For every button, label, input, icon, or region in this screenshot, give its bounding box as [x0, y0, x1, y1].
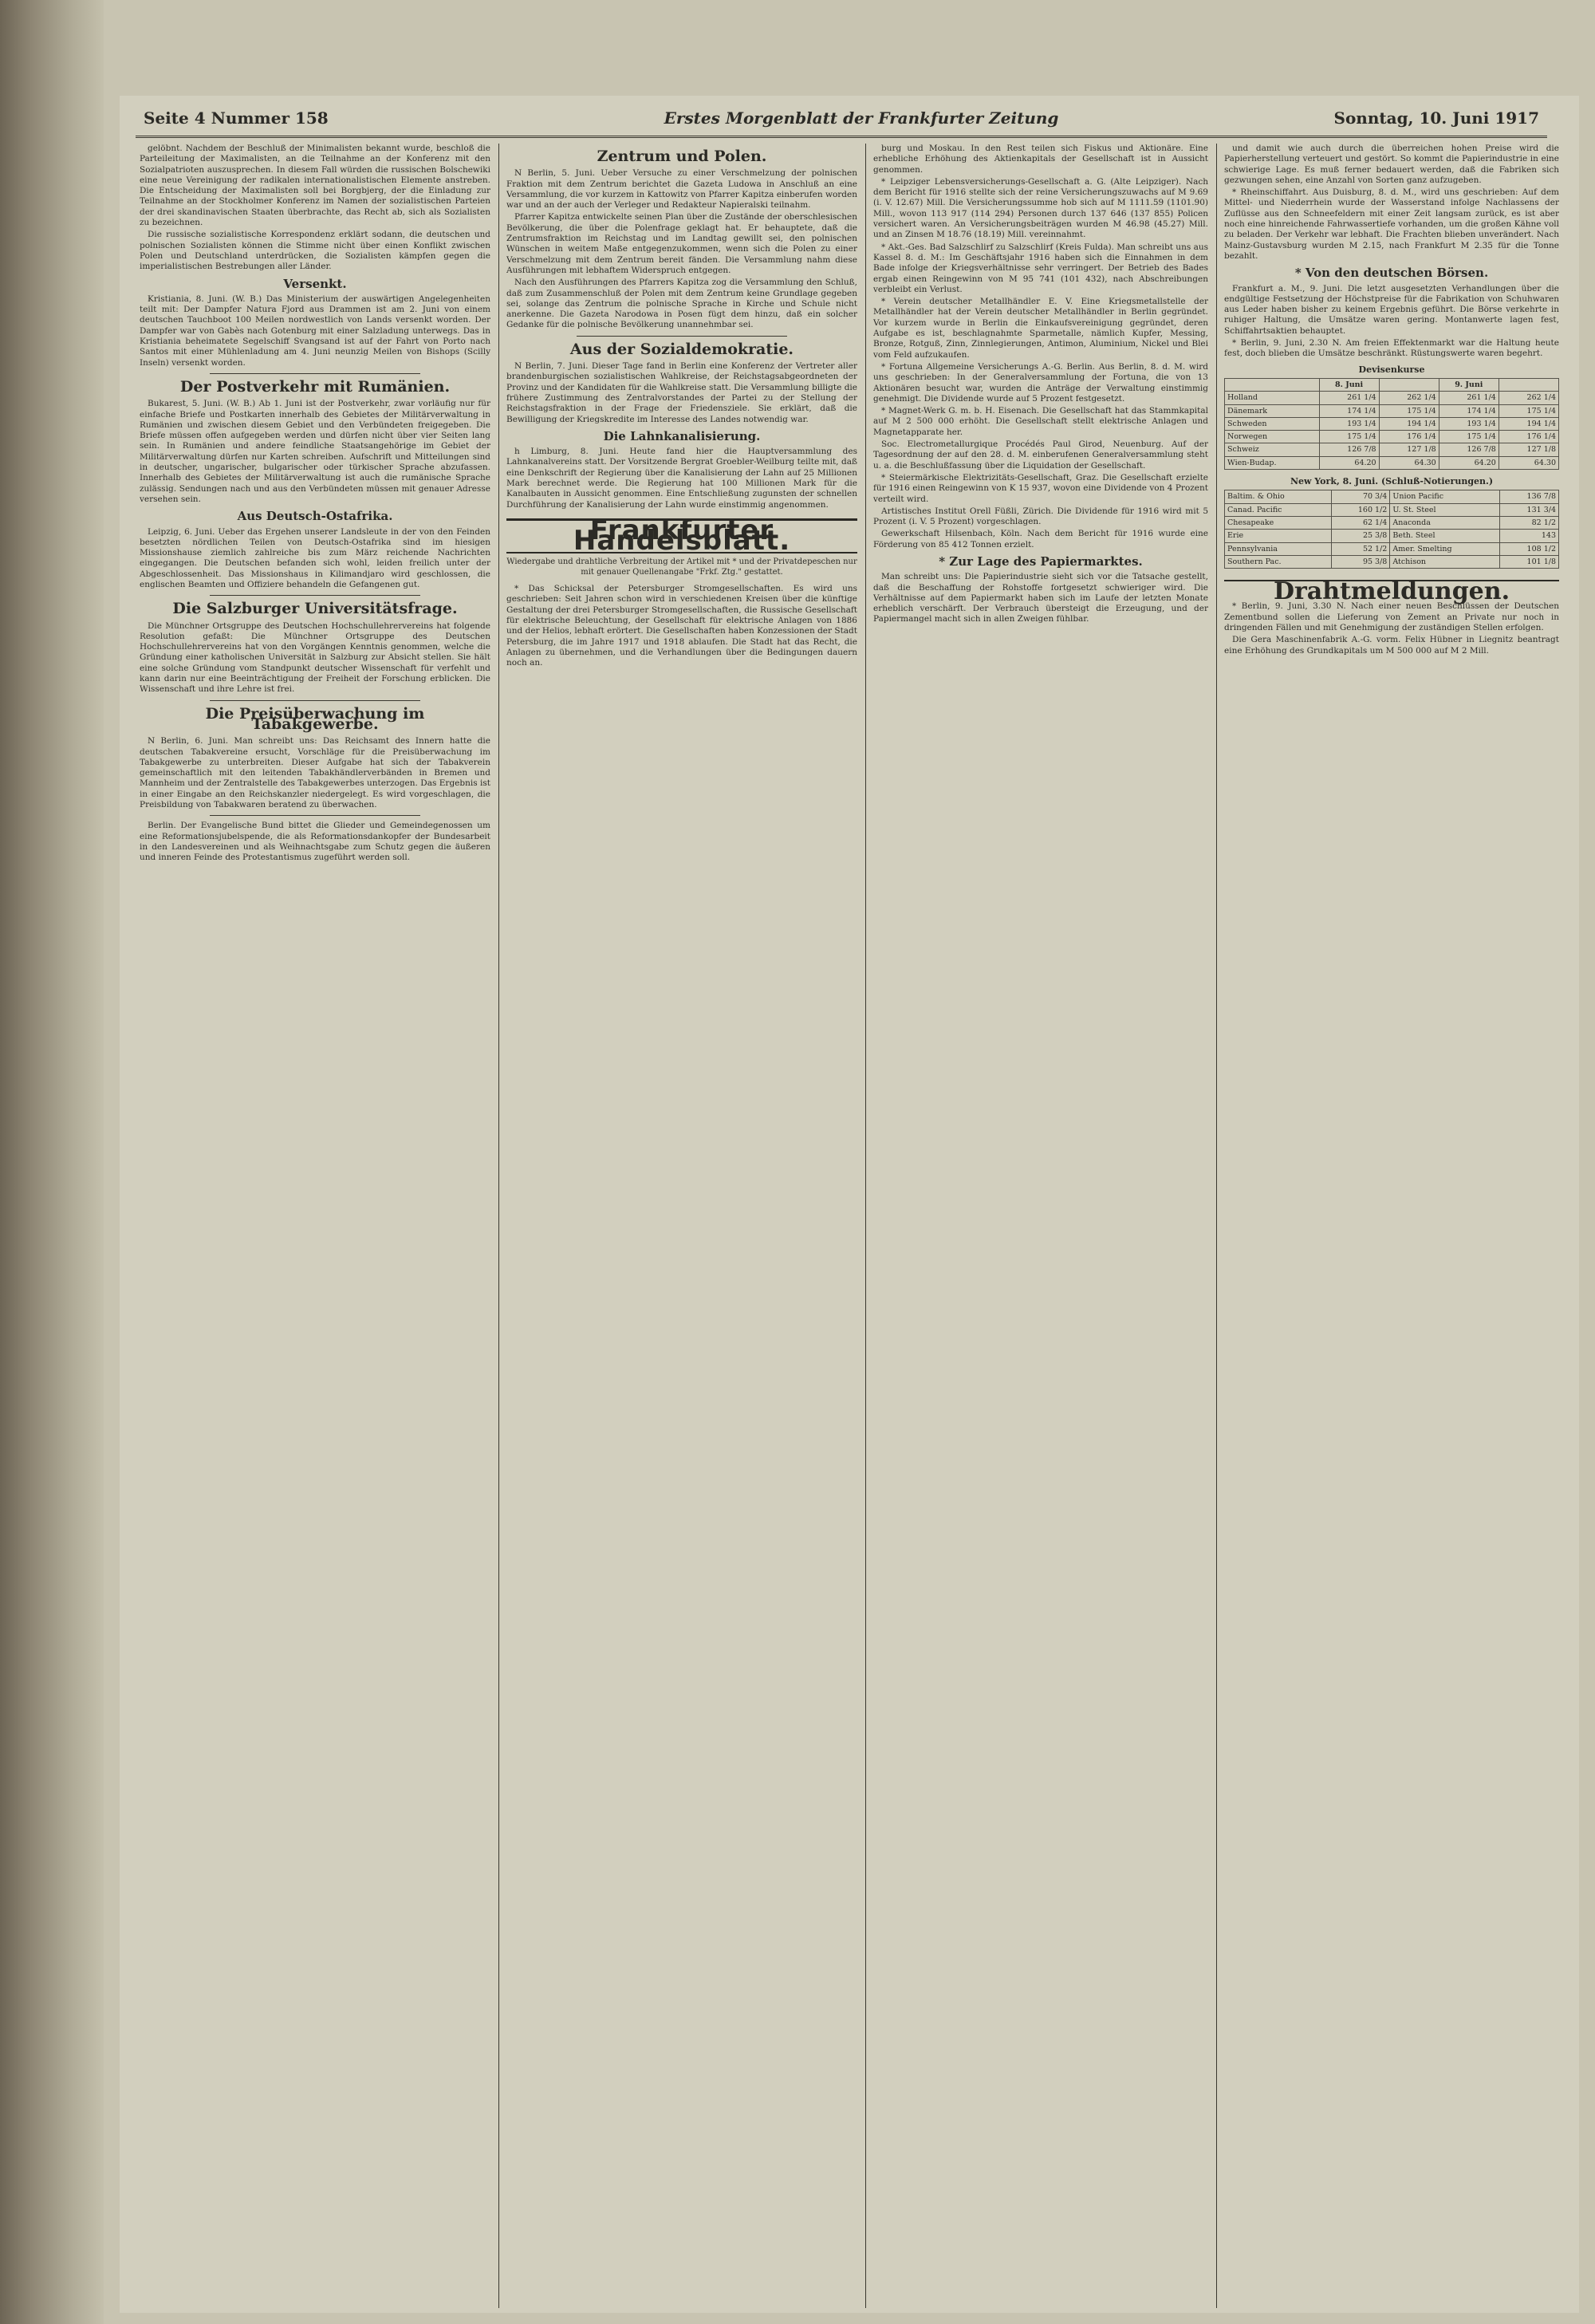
column-rule — [1216, 144, 1217, 2308]
article-text: Leipzig, 6. Juni. Ueber das Ergehen unserer Landsleute in der von den Feinden besetzten nördlichen Teilen von Deutsch-Ostafrika sind im hiesigen Missionshause ziemlich zahlreiche bis zum März reichende Nachrichten eingegangen. Die Deutschen befanden sich wohl, leiden freilich unter der Abgeschlossenheit. Das Missionshaus in Kilimandjaro wird geschlossen, die englischen Beamten und Offiziere behandeln die Gefangenen gut. — [140, 526, 490, 589]
table-cell: 175 1/4 — [1379, 404, 1439, 417]
table-cell: Canad. Pacific — [1225, 503, 1332, 516]
article-heading: Die Preisüberwachung im Tabakgewerbe. — [205, 704, 425, 733]
table-cell: 160 1/2 — [1331, 503, 1390, 516]
article-text: * Rheinschiffahrt. Aus Duisburg, 8. d. M., wird uns geschrieben: Auf dem Mittel- und Niederrhein wurde der Wasserstand infolge Nachlassens der Zuflüsse aus den Schneefeldern mit einer Zeit langsam zurück, es ist aber noch eine hinreichende Fahrwassertiefe vorhanden, um die großen Kähne voll zu beladen. Der Verkehr war lebhaft. Die Frachten blieben unverändert. Nach Mainz-Gustavsburg wurden M 2.15, nach Frankfurt M 2.35 für die Tonne bezahlt. — [1224, 187, 1559, 261]
table-cell: 175 1/4 — [1319, 431, 1379, 443]
table-cell: Schweden — [1225, 417, 1320, 430]
article-heading: Die Salzburger Universitätsfrage. — [172, 600, 458, 618]
table-cell: 175 1/4 — [1499, 404, 1558, 417]
table-row — [1225, 516, 1559, 529]
article-text: * Magnet-Werk G. m. b. H. Eisenach. Die Gesellschaft hat das Stammkapital auf M 2 500 000 erhöht. Die Gesellschaft stellt elektrische Anlagen und Magnetapparate her. — [873, 406, 1208, 437]
column-rule — [865, 144, 866, 2308]
newspaper-title: Erstes Morgenblatt der Frankfurter Zeitung — [664, 108, 1059, 128]
table-cell: 174 1/4 — [1319, 404, 1379, 417]
article-text: Man schreibt uns: Die Papierindustrie sieht sich vor die Tatsache gestellt, daß die Beschaffung der Rohstoffe fortgesetzt schwieriger wird. Die Verhältnisse auf dem Papiermarkt haben sich im Laufe der letzten Monate erheblich verschärft. Der Verbrauch übersteigt die Erzeugung, und der Papiermangel macht sich in allen Zweigen fühlbar. — [873, 572, 1208, 624]
table-cell: 176 1/4 — [1379, 431, 1439, 443]
page-number: Seite 4 Nummer 158 — [144, 108, 329, 128]
article-text: * Leipziger Lebensversicherungs-Gesellschaft a. G. (Alte Leipziger). Nach dem Bericht für 1916 stellte sich der reine Versicherungszuwachs auf M 9.69 (i. V. 12.67) Mill. Die Versicherungssumme hob sich auf M 1111.59 (1101.90) Mill., wovon 113 917 (114 294) Personen durch 137 646 (137 855) Policen versichert waren. An Versicherungsbeiträgen wurden M 46.98 (45.27) Mill. und an Zinsen M 18.76 (18.19) Mill. vereinnahmt. — [873, 176, 1208, 240]
article-text: * Steiermärkische Elektrizitäts-Gesellschaft, Graz. Die Gesellschaft erzielte für 1916 einen Reingewinn von K 15 937, wovon eine Dividende von 4 Prozent verteilt wird. — [873, 472, 1208, 504]
table-cell: 62 1/4 — [1331, 516, 1390, 529]
table-cell: Anaconda — [1390, 516, 1500, 529]
article-heading: Der Postverkehr mit Rumänien. — [179, 377, 451, 396]
table-cell: Holland — [1225, 392, 1320, 404]
article-heading: Versenkt. — [283, 276, 347, 291]
article-text: Nach den Ausführungen des Pfarrers Kapitza zog die Versammlung den Schluß, daß zum Zusammenschluß der Polen mit dem Zentrum keine Grundlage gegeben sei, solange das Zentrum die polnische Sprache in Kirche und Schule nicht anerkenne. Die Gazeta Narodowa in Posen fügt dem hinzu, daß ein solcher Gedanke für die polnische Bevölkerung unannehmbar sei. — [506, 278, 857, 330]
masthead — [136, 104, 1547, 138]
table-cell: Beth. Steel — [1390, 530, 1500, 542]
article-text: Gewerkschaft Hilsenbach, Köln. Nach dem Bericht für 1916 wurde eine Förderung von 85 412 Tonnen erzielt. — [873, 529, 1208, 549]
exchange-rate-table — [1224, 378, 1559, 470]
table-cell: 108 1/2 — [1500, 542, 1559, 555]
table-cell: 101 1/8 — [1500, 555, 1559, 568]
column-2 — [506, 144, 857, 2308]
table-cell: 194 1/4 — [1499, 417, 1558, 430]
table-cell: 143 — [1500, 530, 1559, 542]
table-cell: 52 1/2 — [1331, 542, 1390, 555]
table-row — [1225, 503, 1559, 516]
book-binding — [0, 0, 104, 2324]
article-heading: * Zur Lage des Papiermarktes. — [939, 553, 1143, 569]
table-cell: 64.30 — [1379, 456, 1439, 469]
table-cell: 176 1/4 — [1499, 431, 1558, 443]
section-title-handelsblatt: Frankfurter Handelsblatt. — [506, 518, 857, 553]
article-text: Pfarrer Kapitza entwickelte seinen Plan über die Zustände der oberschlesischen Bevölkerung, die über die Polenfrage geklagt hat. Er behauptete, daß die Zentrumsfraktion im Reichstag und im Landtag gewillt sei, den polnischen Wünschen in weitem Maße entgegenzukommen, wenn sich die Polen zu einer Verschmelzung mit dem Zentrum bereit fänden. Die Versammlung nahm diese Ausführungen mit lebhaftem Widerspruch entgegen. — [506, 212, 857, 275]
table-cell: 126 7/8 — [1439, 443, 1499, 456]
table-title: New York, 8. Juni. (Schluß-Notierungen.) — [1290, 476, 1494, 487]
table-cell: 25 3/8 — [1331, 530, 1390, 542]
section-subtitle: Wiedergabe und drahtliche Verbreitung der Artikel mit * und der Privatdepeschen nur mit genauer Quellenangabe "Frkf. Ztg." gestattet. — [506, 557, 857, 577]
table-cell: 126 7/8 — [1319, 443, 1379, 456]
table-cell: 95 3/8 — [1331, 555, 1390, 568]
table-row — [1225, 443, 1559, 456]
table-cell: 70 3/4 — [1331, 490, 1390, 503]
article-text: Kristiania, 8. Juni. (W. B.) Das Ministerium der auswärtigen Angelegenheiten teilt mit: Der Dampfer Natura Fjord aus Drammen ist am 2. Juni von einem deutschen Tauchboot 100 Meilen nordwestlich von Lands versenkt worden. Der Dampfer war von Gabès nach Gotenburg mit einer Salzladung unterwegs. Das in Kristiania beheimatete Segelschiff Svangsand ist auf der Fahrt von Porto nach Santos mit einer Mühlenladung am 4. Juni neunzig Meilen von Bishops (Scilly Inseln) versenkt worden. — [140, 293, 490, 368]
article-text: Die Münchner Ortsgruppe des Deutschen Hochschullehrervereins hat folgende Resolution gefaßt: Die Münchner Ortsgruppe des Deutschen Hochschullehrervereins hat von den Vorgängen Kenntnis genommen, welche die Gründung einer katholischen Universität in Salzburg zur Absicht stellen. Sie hält eine solche Gründung vom Standpunkt deutscher Wissenschaft für verfehlt und kann darin nur eine Beeinträchtigung der Freiheit der Forschung erblicken. Die Wissenschaft und ihre Lehre ist frei. — [140, 620, 490, 695]
table-cell: 131 3/4 — [1500, 503, 1559, 516]
article-text: * Das Schicksal der Petersburger Stromgesellschaften. Es wird uns geschrieben: Seit Jahren schon wird in verschiedenen Kreisen über die künftige Gestaltung der drei Petersburger Stromgesellschaften, die Russische Gesellschaft für elektrische Beleuchtung, der Gesellschaft für elektrische Anlagen von 1886 und der Helios, lebhaft erörtert. Die Gesellschaften haben Konzessionen der Stadt Petersburg, die im Jahre 1917 und 1918 ablaufen. Die Stadt hat das Recht, die Anlagen zu übernehmen, und die Verhandlungen über die Bedingungen dauern noch an. — [506, 584, 857, 668]
article-text: Frankfurt a. M., 9. Juni. Die letzt ausgesetzten Verhandlungen über die endgültige Festsetzung der Höchstpreise für die Fabrikation von Schuhwaren aus Leder haben bisher zu keinem Ergebnis geführt. Die Börse verkehrte in ruhiger Haltung, die Umsätze waren gering. Montanwerte lagen fest, Schiffahrtsaktien behauptet. — [1224, 283, 1559, 336]
table-cell: Erie — [1225, 530, 1332, 542]
article-text: burg und Moskau. In den Rest teilen sich Fiskus und Aktionäre. Eine erhebliche Erhöhung des Aktienkapitals der Gesellschaft ist in Aussicht genommen. — [873, 144, 1208, 175]
table-cell: Dänemark — [1225, 404, 1320, 417]
article-text: * Berlin, 9. Juni, 3.30 N. Nach einer neuen Beschlüssen der Deutschen Zementbund sollen die Lieferung von Zement an Private nur noch in dringenden Fällen und mit Genehmigung der zuständigen Stellen erfolgen. — [1224, 601, 1559, 632]
table-cell: 127 1/8 — [1499, 443, 1558, 456]
article-text: Die Gera Maschinenfabrik A.-G. vorm. Felix Hübner in Liegnitz beantragt eine Erhöhung des Grundkapitals um M 500 000 auf M 2 Mill. — [1224, 635, 1559, 656]
table-cell: Amer. Smelting — [1390, 542, 1500, 555]
table-cell: 127 1/8 — [1379, 443, 1439, 456]
article-text: * Berlin, 9. Juni, 2.30 N. Am freien Effektenmarkt war die Haltung heute fest, doch blieben die Umsätze beschränkt. Rüstungswerte waren begehrt. — [1224, 338, 1559, 359]
table-header-cell — [1499, 378, 1558, 391]
table-row — [1225, 542, 1559, 555]
article-heading: Zentrum und Polen. — [597, 148, 767, 165]
article-text: h Limburg, 8. Juni. Heute fand hier die Hauptversammlung des Lahnkanalvereins statt. Der Vorsitzende Bergrat Groebler-Weilburg teilte mit, daß eine Denkschrift der Regierung über die Kanalisierung der Lahn auf 25 Millionen Mark berechnet werde. Die Regierung hat 100 Millionen Mark für die Kanalbauten in Aussicht genommen. Eine Entschließung zugunsten der schnellen Durchführung der Kanalisierung der Lahn wurde einstimmig angenommen. — [506, 447, 857, 510]
article-text: N Berlin, 6. Juni. Man schreibt uns: Das Reichsamt des Innern hatte die deutschen Tabakvereine ersucht, Vorschläge für die Preisüberwachung im Tabakgewerbe zu unterbreiten. Dieser Aufgabe hat sich der Tabakverein gemeinschaftlich mit den leitenden Tabakhändlerverbänden in Bremen und Mannheim und der Zentralstelle des Tabakgewerbes unterzogen. Das Ergebnis ist in einer Eingabe an den Reichskanzler niedergelegt. Es wird vorgeschlagen, die Preisbildung von Tabakwaren beratend zu überwachen. — [140, 736, 490, 810]
section-title-drahtmeldungen: Drahtmeldungen. — [1224, 580, 1559, 597]
table-cell: 262 1/4 — [1499, 392, 1558, 404]
table-header-cell — [1379, 378, 1439, 391]
column-4 — [1224, 144, 1559, 2308]
table-cell: U. St. Steel — [1390, 503, 1500, 516]
article-heading: Aus der Sozialdemokratie. — [569, 340, 794, 358]
table-cell: Wien-Budap. — [1225, 456, 1320, 469]
table-cell: Norwegen — [1225, 431, 1320, 443]
table-cell: Atchison — [1390, 555, 1500, 568]
table-cell: Chesapeake — [1225, 516, 1332, 529]
table-cell: 64.30 — [1499, 456, 1558, 469]
column-rule — [498, 144, 499, 2308]
article-heading: * Von den deutschen Börsen. — [1294, 266, 1489, 281]
article-heading: Aus Deutsch-Ostafrika. — [237, 509, 393, 524]
table-cell: 64.20 — [1439, 456, 1499, 469]
table-row — [1225, 555, 1559, 568]
table-row — [1225, 431, 1559, 443]
article-text: und damit wie auch durch die überreichen hohen Preise wird die Papierherstellung verteuert und gestört. So kommt die Papierindustrie in eine schwierige Lage. Es muß ferner bedauert werden, daß die Fabriken sich gezwungen sehen, eine Anzahl von Sorten ganz aufzugeben. — [1224, 144, 1559, 185]
column-3 — [873, 144, 1208, 2308]
column-1 — [140, 144, 490, 2308]
new-york-quotes-table — [1224, 490, 1559, 569]
article-text: Die russische sozialistische Korrespondenz erklärt sodann, die deutschen und polnischen Sozialisten können die Stimme nicht über einen Konflikt zwischen Polen und Deutschland unterdrücken, die Sozialisten kämpfen gegen die imperialistischen Bestrebungen aller Länder. — [140, 230, 490, 272]
table-cell: 193 1/4 — [1319, 417, 1379, 430]
table-cell: 262 1/4 — [1379, 392, 1439, 404]
article-text: N Berlin, 5. Juni. Ueber Versuche zu einer Verschmelzung der polnischen Fraktion mit dem Zentrum berichtet die Gazeta Ludowa in Anschluß an eine Versammlung, die vor kurzem in Kattowitz von Pfarrer Kapitza einberufen worden war und an der auch der Verleger und Redakteur Napieralski teilnahm. — [506, 168, 857, 211]
table-cell: 174 1/4 — [1439, 404, 1499, 417]
table-cell: Pennsylvania — [1225, 542, 1332, 555]
article-text: Artistisches Institut Orell Füßli, Zürich. Die Dividende für 1916 wird mit 5 Prozent (i. V. 5 Prozent) vorgeschlagen. — [873, 506, 1208, 527]
article-text: Bukarest, 5. Juni. (W. B.) Ab 1. Juni ist der Postverkehr, zwar vorläufig nur für einfache Briefe und Postkarten innerhalb des Gebietes der Militärverwaltung in Rumänien und zwischen diesem Gebiet und den Verbündeten freigegeben. Die Briefe müssen offen aufgegeben werden und dürfen nicht über vier Seiten lang sein. In Rumänien und andere feindliche Staatsangehörige im Gebiet der Militärverwaltung dürfen nur Karten schreiben. Aufschrift und Mitteilungen sind in deutscher, ungarischer, bulgarischer oder türkischer Sprache abzufassen. Innerhalb des Gebietes der Militärverwaltung ist auch die rumänische Sprache zulässig. Sendungen nach und aus den Verbündeten müssen mit genauer Adresse versehen sein. — [140, 399, 490, 504]
table-cell: 82 1/2 — [1500, 516, 1559, 529]
table-cell: 136 7/8 — [1500, 490, 1559, 503]
table-cell: Southern Pac. — [1225, 555, 1332, 568]
article-text: Berlin. Der Evangelische Bund bittet die Glieder und Gemeindegenossen um eine Reformationsjubelspende, die als Reformationsdankopfer der Bundesarbeit in den Landesvereinen und als Weihnachtsgabe zum Schutz gegen die äußeren und inneren Feinde des Protestantismus zugeführt werden soll. — [140, 821, 490, 863]
article-text: * Verein deutscher Metallhändler E. V. Eine Kriegsmetallstelle der Metallhändler hat der Verein deutscher Metallhändler in Berlin gegründet. Vor kurzem wurde in Berlin die Einkaufsvereinigung gegründet, deren Aufgabe es ist, beschlagnahmte Sparmetalle, nämlich Kupfer, Messing, Bronze, Rotguß, Zinn, Zinnlegierungen, Antimon, Aluminium, Nickel und Blei vom Feld aufzukaufen. — [873, 297, 1208, 360]
article-text: * Akt.-Ges. Bad Salzschlirf zu Salzschlirf (Kreis Fulda). Man schreibt uns aus Kassel 8. d. M.: Im Geschäftsjahr 1916 haben sich die Einnahmen in dem Bade infolge der Kriegsverhältnisse sehr verringert. Der Betrieb des Bades ergab einen Reingewinn von M 95 741 (101 432), nach Abschreibungen verbleibt ein Verlust. — [873, 242, 1208, 294]
table-header-cell: 9. Juni — [1439, 378, 1499, 391]
table-row — [1225, 392, 1559, 404]
table-cell: Schweiz — [1225, 443, 1320, 456]
table-row — [1225, 530, 1559, 542]
table-cell: 64.20 — [1319, 456, 1379, 469]
table-row — [1225, 404, 1559, 417]
table-title: Devisenkurse — [1358, 364, 1425, 375]
table-header-cell — [1225, 378, 1320, 391]
table-cell: 261 1/4 — [1319, 392, 1379, 404]
article-text: Soc. Electrometallurgique Procédés Paul Girod, Neuenburg. Auf der Tagesordnung der auf den 28. d. M. einberufenen Generalversammlung steht u. a. die Beschlußfassung über die Liquidation der Gesellschaft. — [873, 439, 1208, 471]
table-cell: Baltim. & Ohio — [1225, 490, 1332, 503]
table-row — [1225, 456, 1559, 469]
article-text: * Fortuna Allgemeine Versicherungs A.-G. Berlin. Aus Berlin, 8. d. M. wird uns geschrieben: In der Generalversammlung der Fortuna, die von 13 Aktionären besucht war, wurden die Anträge der Verwaltung einstimmig genehmigt. Die Dividende wurde auf 5 Prozent festgesetzt. — [873, 361, 1208, 404]
article-text: N Berlin, 7. Juni. Dieser Tage fand in Berlin eine Konferenz der Vertreter aller brandenburgischen sozialistischen Wahlkreise, der Reichstagsabgeordneten der Provinz und der Kandidaten für die Wahlkreise statt. Die Versammlung billigte die frühere Zustimmung des Zentralvorstandes der Partei zu der Stellung der Reichstagsfraktion in der Frage der Friedensziele. Sie erklärt, daß die Bewilligung der Kriegskredite im Interesse des Landes notwendig war. — [506, 361, 857, 424]
table-cell: 194 1/4 — [1379, 417, 1439, 430]
table-cell: Union Pacific — [1390, 490, 1500, 503]
table-row — [1225, 490, 1559, 503]
table-header-cell: 8. Juni — [1319, 378, 1379, 391]
article-heading: Die Lahnkanalisierung. — [603, 428, 761, 443]
table-row — [1225, 417, 1559, 430]
table-cell: 261 1/4 — [1439, 392, 1499, 404]
article-text: gelöbnt. Nachdem der Beschluß der Minimalisten bekannt wurde, beschloß die Parteileitung der Maximalisten, an die Teilnahme an der Konferenz mit den Sozialpatrioten auszusprechen. In diesem Fall würden die russischen Bolschewiki eine neue Vereinigung der radikalen internationalistischen Elemente anstreben. Die Entscheidung der Maximalisten soll bei Borgbjerg, der die Einladung zur Teilnahme an der Stockholmer Konferenz im Namen der sozialistischen Parteien der drei skandinavischen Staaten überbrachte, das Recht ab, sich als Sozialisten zu bezeichnen. — [140, 144, 490, 228]
table-cell: 193 1/4 — [1439, 417, 1499, 430]
issue-date: Sonntag, 10. Juni 1917 — [1333, 108, 1539, 128]
table-cell: 175 1/4 — [1439, 431, 1499, 443]
